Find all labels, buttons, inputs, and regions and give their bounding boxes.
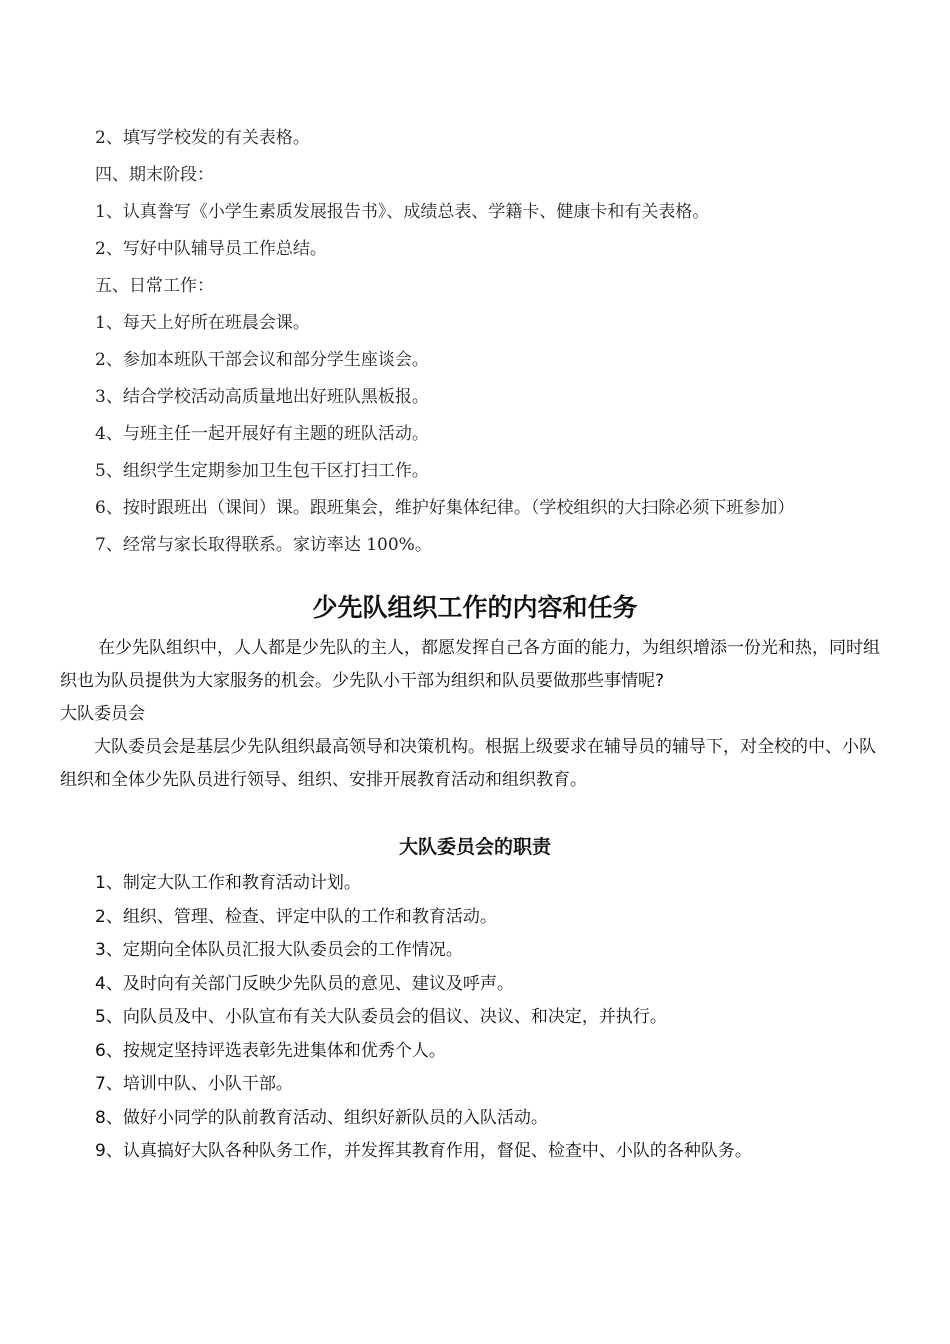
list-item: 7、培训中队、小队干部。 <box>95 1074 293 1094</box>
list-item: 4、与班主任一起开展好有主题的班队活动。 <box>95 424 429 444</box>
list-item: 2、写好中队辅导员工作总结。 <box>95 239 327 259</box>
list-item: 8、做好小同学的队前教育活动、组织好新队员的入队活动。 <box>95 1107 548 1128</box>
list-item: 1、制定大队工作和教育活动计划。 <box>95 873 361 893</box>
page-title: 少先队组织工作的内容和任务 <box>312 593 638 622</box>
list-item: 1、认真誊写《小学生素质发展报告书》、成绩总表、学籍卡、健康卡和有关表格。 <box>95 202 710 222</box>
duties-title: 大队委员会的职责 <box>398 836 551 858</box>
committee-label: 大队委员会 <box>60 704 145 724</box>
list-item: 1、每天上好所在班晨会课。 <box>95 313 310 333</box>
list-item: 2、组织、管理、检查、评定中队的工作和教育活动。 <box>95 906 497 927</box>
list-item: 2、参加本班队干部会议和部分学生座谈会。 <box>95 350 429 370</box>
section-heading: 四、期末阶段： <box>95 165 214 185</box>
section-heading: 五、日常工作： <box>95 276 214 296</box>
list-item: 3、定期向全体队员汇报大队委员会的工作情况。 <box>95 940 463 960</box>
list-item: 4、及时向有关部门反映少先队员的意见、建议及呼声。 <box>95 973 514 994</box>
list-item: 5、向队员及中、小队宣布有关大队委员会的倡议、决议、和决定，并执行。 <box>95 1007 667 1027</box>
intro-paragraph: 在少先队组织中，人人都是少先队的主人，都愿发挥自己各方面的能力，为组织增添一份光和热，同时组织也为队员提供为大家服务的机会。少先队小干部为组织和队员要做那些事情呢? <box>60 638 880 691</box>
list-item: 7、经常与家长取得联系。家访率达 100%。 <box>95 535 432 555</box>
list-item: 2、填写学校发的有关表格。 <box>95 128 310 148</box>
list-item: 6、按时跟班出（课间）课。跟班集会，维护好集体纪律。（学校组织的大扫除必须下班参加） <box>95 498 795 518</box>
list-item: 9、认真搞好大队各种队务工作，并发挥其教育作用，督促、检查中、小队的各种队务。 <box>95 1141 752 1161</box>
intro-section <box>60 632 890 797</box>
duties-list <box>95 867 915 1169</box>
list-item: 3、结合学校活动高质量地出好班队黑板报。 <box>95 387 429 407</box>
list-item: 6、按规定坚持评选表彰先进集体和优秀个人。 <box>95 1040 446 1061</box>
work-list <box>95 120 915 564</box>
committee-description: 大队委员会是基层少先队组织最高领导和决策机构。根据上级要求在辅导员的辅导下，对全校的中、小队组织和全体少先队员进行领导、组织、安排开展教育活动和组织教育。 <box>60 737 876 790</box>
list-item: 5、组织学生定期参加卫生包干区打扫工作。 <box>95 461 429 481</box>
